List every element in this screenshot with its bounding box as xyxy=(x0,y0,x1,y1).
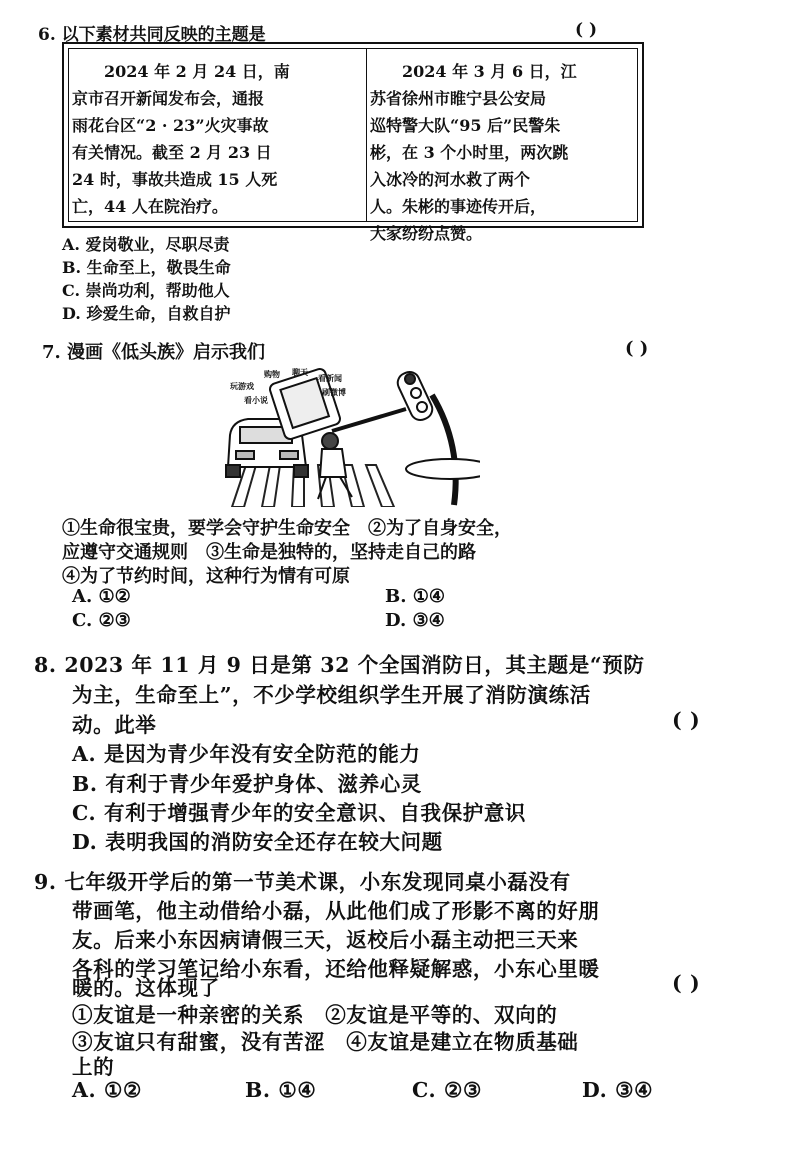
q6-option-c[interactable]: C. 崇尚功利，帮助他人 xyxy=(62,281,230,300)
q9-option-a[interactable]: A. ①② xyxy=(72,1078,142,1102)
q7-option-a[interactable]: A. ①② xyxy=(72,586,131,607)
material-line: 入冰冷的河水救了两个 xyxy=(370,170,531,189)
q6-option-d[interactable]: D. 珍爱生命，自救自护 xyxy=(62,304,231,323)
q7-option-d[interactable]: D. ③④ xyxy=(385,610,445,631)
q7-statement-line-2: 应遵守交通规则 ③生命是独特的，坚持走自己的路 xyxy=(62,542,476,563)
q9-stem-line-1: 9. 七年级开学后的第一节美术课，小东发现同桌小磊没有 xyxy=(34,870,571,894)
material-line: 人。朱彬的事迹传开后， xyxy=(370,197,547,216)
q8-option-c[interactable]: C. 有利于增强青少年的安全意识、自我保护意识 xyxy=(72,801,527,825)
q9-statement-line-3: 上的 xyxy=(72,1055,115,1079)
cartoon-label: 购物 xyxy=(264,370,280,379)
material-line: 京市召开新闻发布会，通报 xyxy=(72,89,265,108)
q9-statement-line-2: ③友谊只有甜蜜，没有苦涩 ④友谊是建立在物质基础 xyxy=(72,1030,579,1054)
material-line: 彬，在 3 个小时里，两次跳 xyxy=(370,143,569,162)
material-line: 2024 年 3 月 6 日，江 xyxy=(370,62,577,81)
q8-stem-line-3: 动。此举 xyxy=(72,713,157,737)
material-line: 24 时，事故共造成 15 人死 xyxy=(72,170,278,189)
crosswalk-stripe xyxy=(366,465,394,507)
cartoon-label: 看小说 xyxy=(244,396,268,405)
q7-statement-line-3: ④为了节约时间，这种行为情有可原 xyxy=(62,566,350,587)
q6-stem: 6. 以下素材共同反映的主题是 xyxy=(38,25,266,45)
q7-option-b[interactable]: B. ①④ xyxy=(385,586,446,607)
crosswalk-stripe xyxy=(262,465,280,507)
cartoon-label: 聊天 xyxy=(292,368,308,377)
q9-statement-line-1: ①友谊是一种亲密的关系 ②友谊是平等的、双向的 xyxy=(72,1003,558,1027)
q8-answer-paren: ( ) xyxy=(672,708,701,732)
q7-cartoon xyxy=(222,365,480,507)
material-line: 2024 年 2 月 24 日，南 xyxy=(72,62,290,81)
q7-statement-line-1: ①生命很宝贵，要学会守护生命安全 ②为了自身安全， xyxy=(62,518,512,539)
material-line: 亡，44 人在院治疗。 xyxy=(72,197,228,216)
q9-stem-line-5: 暖的。这体现了 xyxy=(72,976,220,1000)
q7-stem: 7. 漫画《低头族》启示我们 xyxy=(42,342,266,363)
q6-material-left xyxy=(72,58,290,220)
q8-option-a[interactable]: A. 是因为青少年没有安全防范的能力 xyxy=(72,742,421,766)
q9-option-d[interactable]: D. ③④ xyxy=(582,1078,654,1102)
q9-option-b[interactable]: B. ①④ xyxy=(245,1078,317,1102)
material-line: 雨花台区“2 · 23”火灾事故 xyxy=(72,116,269,135)
material-line: 巡特警大队“95 后”民警朱 xyxy=(370,116,561,135)
q6-option-a[interactable]: A. 爱岗敬业，尽职尽责 xyxy=(62,235,230,254)
q9-stem-line-3: 友。后来小东因病请假三天，返校后小磊主动把三天来 xyxy=(72,928,579,952)
q9-option-c[interactable]: C. ②③ xyxy=(412,1078,482,1102)
q6-answer-paren: ( ) xyxy=(575,20,598,40)
q7-answer-paren: ( ) xyxy=(625,338,649,359)
q8-stem-line-2: 为主，生命至上”，不少学校组织学生开展了消防演练活 xyxy=(72,683,591,707)
q8-option-d[interactable]: D. 表明我国的消防安全还存在较大问题 xyxy=(72,830,443,854)
q6-material-box xyxy=(62,42,644,243)
q8-stem-line-1: 8. 2023 年 11 月 9 日是第 32 个全国消防日，其主题是“预防 xyxy=(34,653,645,677)
q6-option-b[interactable]: B. 生命至上，敬畏生命 xyxy=(62,258,231,277)
q7-option-c[interactable]: C. ②③ xyxy=(72,610,131,631)
cartoon-label: 玩游戏 xyxy=(230,382,254,391)
material-line: 大家纷纷点赞。 xyxy=(370,224,483,243)
q9-answer-paren: ( ) xyxy=(672,971,701,995)
q8-option-b[interactable]: B. 有利于青少年爱护身体、滋养心灵 xyxy=(72,772,422,796)
traffic-light-pole xyxy=(394,369,480,505)
cartoon-label: 看新闻 xyxy=(318,374,342,383)
cartoon-label: 刷微博 xyxy=(322,388,346,397)
q9-stem-line-2: 带画笔，他主动借给小磊，从此他们成了形影不离的好朋 xyxy=(72,899,600,923)
q9-stem-line-4: 各科的学习笔记给小东看，还给他释疑解惑，小东心里暖 xyxy=(72,957,600,981)
material-line: 有关情况。截至 2 月 23 日 xyxy=(72,143,272,162)
material-line: 苏省徐州市睢宁县公安局 xyxy=(370,89,547,108)
q6-material-right xyxy=(370,58,577,247)
